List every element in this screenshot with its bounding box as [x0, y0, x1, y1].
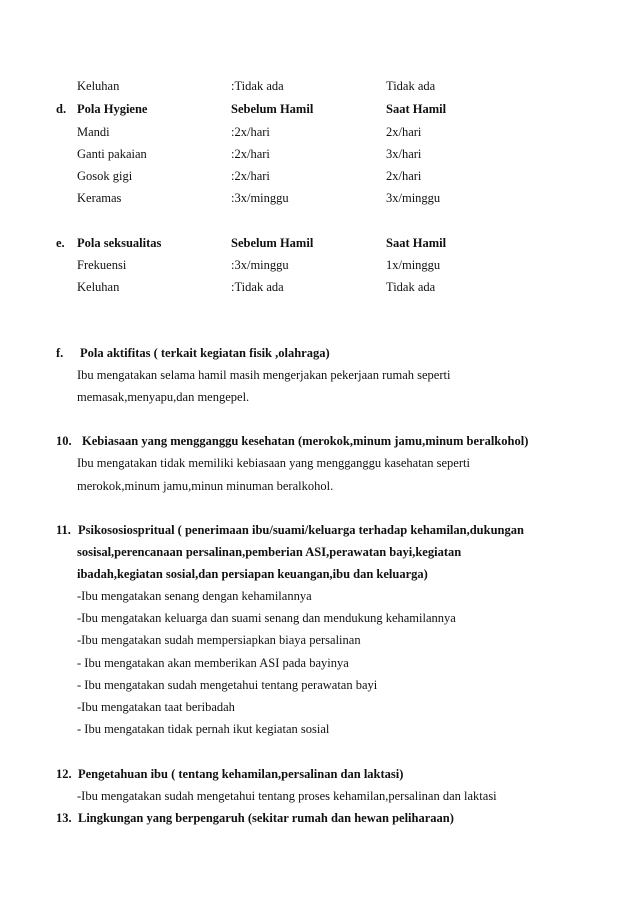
column-header-now: Saat Hamil	[386, 102, 447, 116]
row-label: Keluhan	[77, 79, 120, 93]
paragraph-line: -Ibu mengatakan sudah mengetahui tentang proses kehamilan,persalinan dan laktasi	[77, 789, 497, 803]
row-before-value: :3x/minggu	[231, 191, 289, 205]
row-now-value: Tidak ada	[386, 79, 436, 93]
paragraph-line: memasak,menyapu,dan mengepel.	[77, 390, 250, 404]
list-item: -Ibu mengatakan senang dengan kehamilannya	[77, 589, 312, 603]
section-title-psiko-line-1: Psikososiospritual ( penerimaan ibu/suami/keluarga terhadap kehamilan,dukungan	[78, 523, 524, 537]
section-marker: d.	[56, 102, 67, 116]
row-label: Keramas	[77, 191, 122, 205]
column-header-now: Saat Hamil	[386, 236, 447, 250]
section-title-aktifitas: Pola aktifitas ( terkait kegiatan fisik ,olahraga)	[80, 346, 330, 360]
row-now-value: 1x/minggu	[386, 258, 441, 272]
section-marker: 10.	[56, 434, 72, 448]
paragraph-line: merokok,minum jamu,minun minuman beralkohol.	[77, 479, 334, 493]
row-now-value: Tidak ada	[386, 280, 436, 294]
section-title-hygiene: Pola Hygiene	[77, 102, 148, 116]
list-item: -Ibu mengatakan taat beribadah	[77, 700, 235, 714]
row-label: Gosok gigi	[77, 169, 133, 183]
paragraph-line: Ibu mengatakan selama hamil masih mengerjakan pekerjaan rumah seperti	[77, 368, 451, 382]
list-item: - Ibu mengatakan tidak pernah ikut kegiatan sosial	[77, 722, 330, 736]
row-before-value: :2x/hari	[231, 125, 270, 139]
row-now-value: 2x/hari	[386, 125, 422, 139]
list-item: -Ibu mengatakan keluarga dan suami senang dan mendukung kehamilannya	[77, 611, 456, 625]
section-marker: 13.	[56, 811, 72, 825]
row-before-value: :2x/hari	[231, 147, 270, 161]
section-marker: 11.	[56, 523, 71, 537]
section-title-seksualitas: Pola seksualitas	[77, 236, 162, 250]
row-now-value: 2x/hari	[386, 169, 422, 183]
row-before-value: :Tidak ada	[231, 79, 284, 93]
column-header-before: Sebelum Hamil	[231, 236, 314, 250]
section-title-psiko-line-2: sosisal,perencanaan persalinan,pemberian ASI,perawatan bayi,kegiatan	[77, 545, 462, 559]
row-before-value: :Tidak ada	[231, 280, 284, 294]
list-item: - Ibu mengatakan akan memberikan ASI pada bayinya	[77, 656, 349, 670]
row-label: Keluhan	[77, 280, 120, 294]
row-label: Frekuensi	[77, 258, 127, 272]
section-marker: e.	[56, 236, 65, 250]
row-label: Ganti pakaian	[77, 147, 147, 161]
paragraph-line: Ibu mengatakan tidak memiliki kebiasaan yang mengganggu kasehatan seperti	[77, 456, 470, 470]
list-item: -Ibu mengatakan sudah mempersiapkan biaya persalinan	[77, 633, 361, 647]
row-label: Mandi	[77, 125, 110, 139]
section-title-psiko-line-3: ibadah,kegiatan sosial,dan persiapan keuangan,ibu dan keluarga)	[77, 567, 428, 581]
row-before-value: :3x/minggu	[231, 258, 289, 272]
section-title-kebiasaan: Kebiasaan yang mengganggu kesehatan (merokok,minum jamu,minum beralkohol)	[82, 434, 529, 448]
section-title-lingkungan: Lingkungan yang berpengaruh (sekitar rumah dan hewan peliharaan)	[78, 811, 454, 825]
section-marker: 12.	[56, 767, 72, 781]
column-header-before: Sebelum Hamil	[231, 102, 314, 116]
list-item: - Ibu mengatakan sudah mengetahui tentang perawatan bayi	[77, 678, 378, 692]
row-now-value: 3x/hari	[386, 147, 422, 161]
row-before-value: :2x/hari	[231, 169, 270, 183]
section-title-pengetahuan: Pengetahuan ibu ( tentang kehamilan,persalinan dan laktasi)	[78, 767, 404, 781]
section-marker: f.	[56, 346, 64, 360]
row-now-value: 3x/minggu	[386, 191, 441, 205]
